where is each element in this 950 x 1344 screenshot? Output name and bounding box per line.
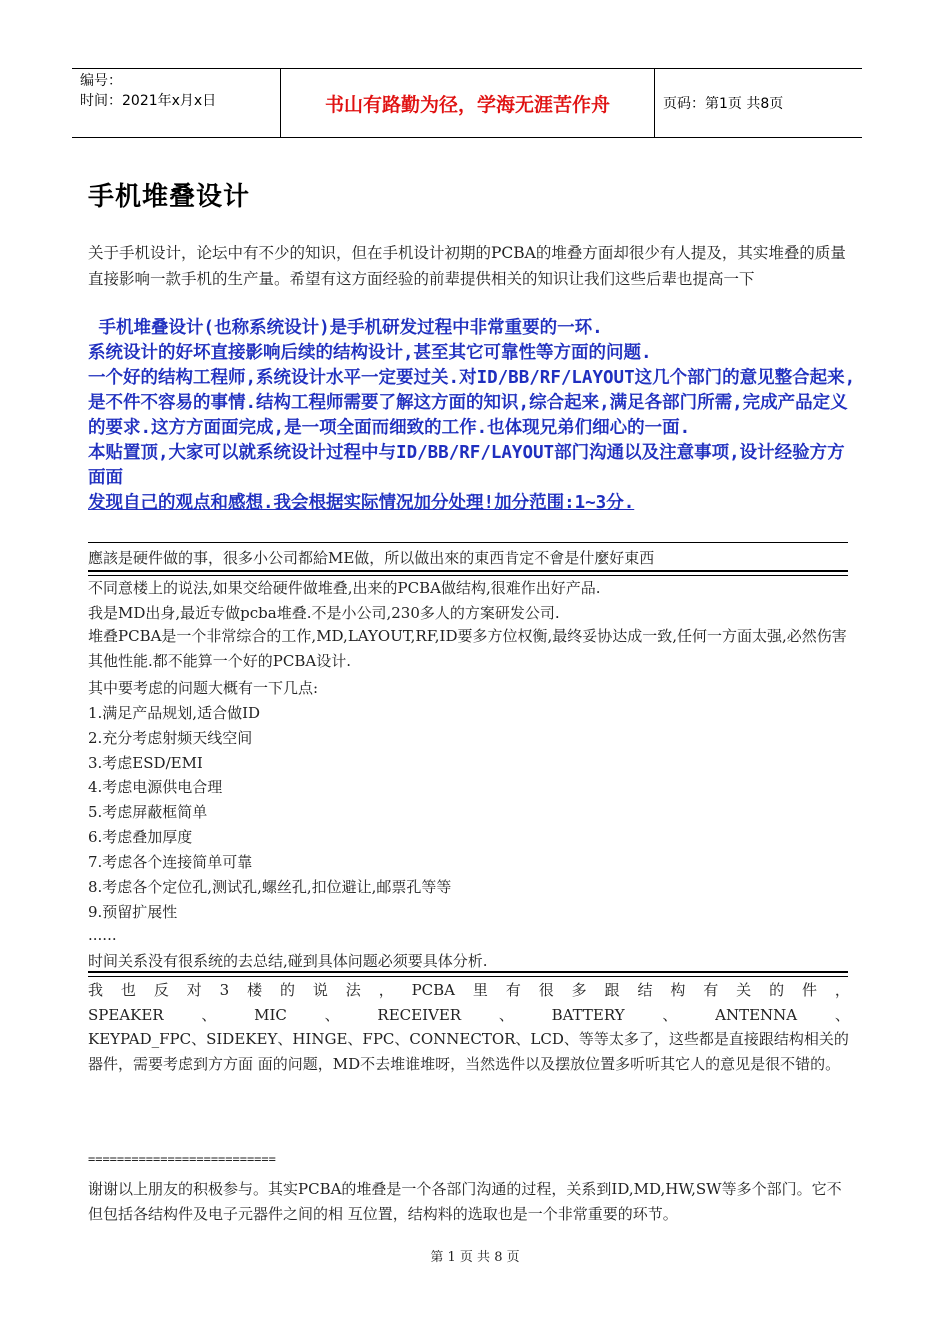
highlight-line: 手机堆叠设计(也称系统设计)是手机研发过程中非常重要的一环. [88, 318, 603, 338]
intro-paragraph: 关于手机设计，论坛中有不少的知识，但在手机设计初期的PCBA的堆叠方面却很少有人提及，其实堆叠的质量直接影响一款手机的生产量。希望有这方面经验的前辈提供相关的知识让我们这些后辈也提高一下 [88, 244, 846, 288]
word: 法 [345, 981, 361, 999]
word: 多 [571, 981, 587, 999]
reply-2-line: 4.考虑电源供电合理 [88, 778, 223, 796]
number-label: 编号： [80, 73, 122, 89]
word: 说 [312, 981, 328, 999]
double-divider [88, 570, 848, 576]
word: 、 [324, 1005, 340, 1024]
word: 很 [538, 981, 554, 999]
word: RECEIVER [377, 1005, 462, 1024]
word: 有 [505, 981, 521, 999]
reply-2-line: 时间关系没有很系统的去总结,碰到具体问题必须要具体分析. [88, 952, 488, 970]
word: ， [378, 981, 394, 999]
document-title: 手机堆叠设计 [88, 182, 251, 212]
page-footer: 第 1 页 共 8 页 [430, 1250, 520, 1265]
reply-2-line: 不同意楼上的说法,如果交给硬件做堆叠,出来的PCBA做结构,很难作出好产品. [88, 579, 601, 597]
word: PCBA [411, 981, 456, 999]
header-meta-cell [72, 69, 281, 137]
closing-paragraph: 谢谢以上朋友的积极参与。其实PCBA的堆叠是一个各部门沟通的过程，关系到ID,MD,HW,SW等多个部门。它不但包括各结构件及电子元器件之间的相 互位置，结构料的选取也是一个非常重要的环节。 [88, 1180, 842, 1223]
separator-line: ========================== [88, 1152, 276, 1166]
reply-2-line: 7.考虑各个连接简单可靠 [88, 853, 253, 871]
reply-2-line: 其中要考虑的问题大概有一下几点: [88, 679, 319, 697]
highlight-block [88, 316, 858, 516]
reply-2-line: 9.预留扩展性 [88, 903, 178, 921]
highlight-line: 一个好的结构工程师,系统设计水平一定要过关.对ID/BB/RF/LAYOUT这几个部门的意见整合起来,是不件不容易的事情.结构工程师需要了解这方面的知识,综合起来,满足各部门所需,完成产品定义的要求.这方方面面完成,是一项全面而细致的工作.也体现兄弟们细心的一面. [88, 368, 856, 438]
word: 构 [670, 981, 686, 999]
word: 对 [186, 981, 202, 999]
word: 、 [834, 1005, 850, 1024]
reply-2-line: 8.考虑各个定位孔,测试孔,螺丝孔,扣位避让,邮票孔等等 [88, 878, 452, 896]
highlight-line: 本贴置顶,大家可以就系统设计过程中与ID/BB/RF/LAYOUT部门沟通以及注意事项,设计经验方方面面 [88, 443, 845, 488]
reply-2-line: 3.考虑ESD/EMI [88, 754, 203, 772]
reply-2-line: 6.考虑叠加厚度 [88, 828, 193, 846]
reply-2-line: 我是MD出身,最近专做pcba堆叠.不是小公司,230多人的方案研发公司. [88, 604, 560, 622]
word: ANTENNA [715, 1005, 798, 1024]
header-motto: 书山有路勤为径，学海无涯苦作舟 [281, 69, 655, 137]
word: 、 [498, 1005, 514, 1024]
word: 3 [219, 981, 230, 999]
word: 我 [88, 981, 104, 999]
word: 的 [769, 981, 785, 999]
word: 有 [703, 981, 719, 999]
word: 、 [662, 1005, 678, 1024]
word: BATTERY [551, 1005, 625, 1024]
double-divider [88, 971, 848, 977]
header-page-info: 页码：第1页 共8页 [663, 96, 784, 112]
reply-3 [88, 978, 850, 1076]
date-label: 时间：2021年x月x日 [80, 93, 217, 109]
word: 、 [201, 1005, 217, 1024]
word: 的 [279, 981, 295, 999]
word: 件 [801, 981, 817, 999]
word: 跟 [604, 981, 620, 999]
reply-3-row [88, 1003, 850, 1028]
divider [88, 542, 848, 543]
word: 关 [736, 981, 752, 999]
word: 楼 [247, 981, 263, 999]
reply-2-line: ...... [88, 926, 117, 944]
reply-1: 應該是硬件做的事，很多小公司都給ME做，所以做出來的東西肯定不會是什麼好東西 [88, 549, 655, 567]
word: MIC [254, 1005, 287, 1024]
word: SPEAKER [88, 1005, 164, 1024]
reply-2-line: 2.充分考虑射频天线空间 [88, 729, 253, 747]
highlight-line: 系统设计的好坏直接影响后续的结构设计,甚至其它可靠性等方面的问题. [88, 343, 652, 363]
word: 也 [120, 981, 136, 999]
header-table [72, 68, 862, 138]
reply-3-rest: KEYPAD_FPC、SIDEKEY、HINGE、FPC、CONNECTOR、LCD、等等太多了，这些都是直接跟结构相关的器件，需要考虑到方方面 面的问题，MD不去堆谁堆呀，当然选件以及摆放位置多听听其它人的意见是很不错的。 [88, 1030, 849, 1073]
word: 结 [637, 981, 653, 999]
reply-3-row [88, 978, 850, 1003]
reply-2-line: 1.满足产品规划,适合做ID [88, 704, 261, 722]
reply-2-line: 5.考虑屏蔽框简单 [88, 803, 208, 821]
word: 里 [472, 981, 488, 999]
word: ， [834, 981, 850, 999]
highlight-line: 发现自己的观点和感想.我会根据实际情况加分处理!加分范围:1~3分. [88, 493, 635, 513]
reply-2-line: 堆叠PCBA是一个非常综合的工作,MD,LAYOUT,RF,ID要多方位权衡,最终妥协达成一致,任何一方面太强,必然伤害其他性能.都不能算一个好的PCBA设计. [88, 627, 847, 670]
word: 反 [153, 981, 169, 999]
